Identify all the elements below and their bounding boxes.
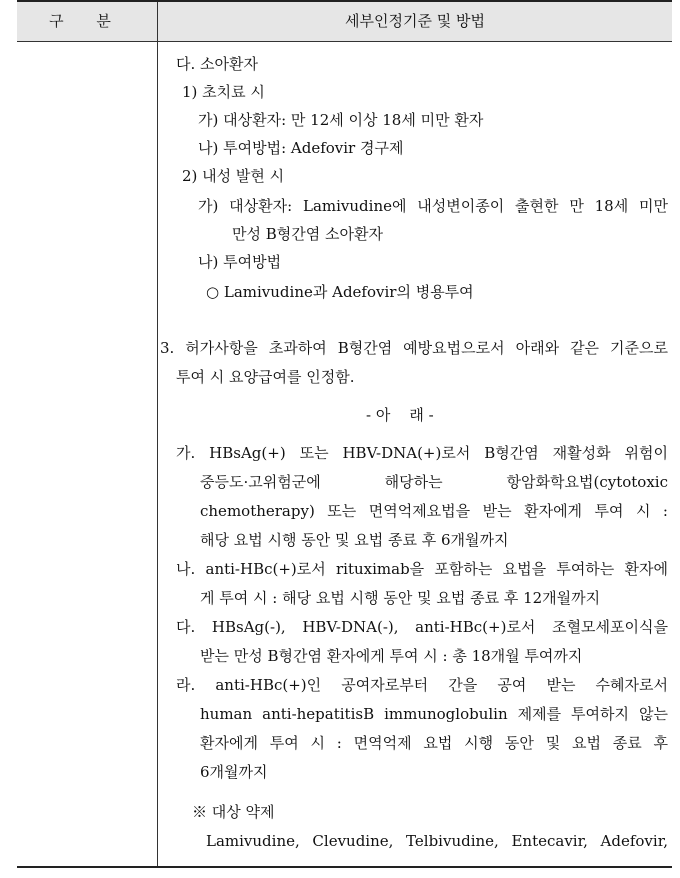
list-ga-line1: 가. HBsAg(+) 또는 HBV-DNA(+)로서 B형간염 재활성화 위험이 bbox=[176, 444, 668, 462]
section-da-sub1: 1) 초치료 시 bbox=[182, 83, 265, 101]
section-da-sub2-a-line2: 만성 B형간염 소아환자 bbox=[232, 225, 383, 243]
header-criteria: 세부인정기준 및 방법 bbox=[345, 12, 485, 30]
list-da-line1: 다. HBsAg(-), HBV-DNA(-), anti-HBc(+)로서 조혈모세포이식을 bbox=[176, 618, 668, 636]
list-ga-line4: 해당 요법 시행 동안 및 요법 종료 후 6개월까지 bbox=[200, 531, 509, 549]
section-da-sub1-a: 가) 대상환자: 만 12세 이상 18세 미만 환자 bbox=[198, 111, 484, 129]
list-ra-line4: 6개월까지 bbox=[200, 763, 268, 781]
list-ra-line3: 환자에게 투여 시 : 면역억제 요법 시행 동안 및 요법 종료 후 bbox=[200, 734, 668, 752]
list-ga-line3: chemotherapy) 또는 면역억제요법을 받는 환자에게 투여 시 : bbox=[200, 502, 668, 520]
drugs-list: Lamivudine, Clevudine, Telbivudine, Entecavir, Adefovir, bbox=[206, 832, 668, 850]
drugs-title: ※ 대상 약제 bbox=[192, 803, 275, 821]
column-divider bbox=[157, 2, 158, 866]
header-category: 구 분 bbox=[49, 12, 125, 30]
item3-line1: 3. 허가사항을 초과하여 B형간염 예방요법으로서 아래와 같은 기준으로 bbox=[160, 339, 668, 357]
list-ra-line2: human anti-hepatitisB immunoglobulin 제제를 투여하지 않는 bbox=[200, 705, 668, 723]
section-da-sub2-b: 나) 투여방법 bbox=[198, 253, 282, 271]
list-na-line2: 게 투여 시 : 해당 요법 시행 동안 및 요법 종료 후 12개월까지 bbox=[200, 589, 601, 607]
section-da-sub1-b: 나) 투여방법: Adefovir 경구제 bbox=[198, 139, 404, 157]
section-da-sub2-b-item: ○ Lamivudine과 Adefovir의 병용투여 bbox=[206, 283, 474, 301]
below-heading: - 아 래 - bbox=[366, 406, 434, 424]
list-ga-line2: 중등도·고위험군에 해당하는 항암화학요법(cytotoxic bbox=[200, 473, 668, 491]
list-ra-line1: 라. anti-HBc(+)인 공여자로부터 간을 공여 받는 수혜자로서 bbox=[176, 676, 668, 694]
table-header bbox=[17, 2, 672, 42]
section-da-title: 다. 소아환자 bbox=[176, 55, 258, 73]
section-da-sub2: 2) 내성 발현 시 bbox=[182, 167, 285, 185]
item3-line2: 투여 시 요양급여를 인정함. bbox=[176, 368, 355, 386]
list-da-line2: 받는 만성 B형간염 환자에게 투여 시 : 총 18개월 투여까지 bbox=[200, 647, 583, 665]
section-da-sub2-a-line1: 가) 대상환자: Lamivudine에 내성변이종이 출현한 만 18세 미만 bbox=[198, 197, 668, 215]
list-na-line1: 나. anti-HBc(+)로서 rituximab을 포함하는 요법을 투여하는 환자에 bbox=[176, 560, 668, 578]
